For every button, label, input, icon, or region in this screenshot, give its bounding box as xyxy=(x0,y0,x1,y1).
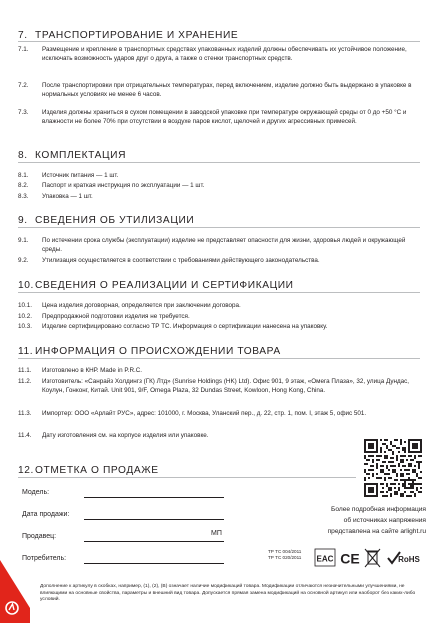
certification-marks xyxy=(312,548,428,568)
stamp-label: МП xyxy=(211,530,222,537)
section-7-title: 7. ТРАНСПОРТИРОВАНИЕ И ХРАНЕНИЕ xyxy=(18,30,239,41)
list-item: 10.3. Изделие сертифицировано согласно ТР ТС. Информация о сертификации нанесена на упаковку. xyxy=(18,323,328,330)
list-item: 7.1. Размещение и крепление в транспортных средствах упакованных изделий должны обеспечивать их устойчивое положение, исключать возможность ударов друг о друга, а также о стенки транспортных средств. xyxy=(18,46,407,62)
section-divider xyxy=(18,41,420,42)
ce-mark-icon xyxy=(340,551,359,567)
eac-mark-icon xyxy=(315,549,335,566)
list-item: 9.1. По истечении срока службы (эксплуатации) изделие не представляет опасности для жизни, здоровья людей и окружающей среды. xyxy=(18,237,406,253)
list-item: 11.4. Дату изготовления см. на корпусе изделия или упаковке. xyxy=(18,432,209,439)
section-divider xyxy=(18,227,420,228)
rohs-mark-icon xyxy=(388,552,421,564)
buyer-label: Потребитель: xyxy=(22,555,67,562)
section-divider xyxy=(18,358,420,359)
qr-code-icon[interactable] xyxy=(364,439,422,497)
tr-ts-text xyxy=(268,549,301,561)
rohs-text: RoHS xyxy=(398,555,420,564)
section-divider xyxy=(18,292,420,293)
section-8-title: 8. КОМПЛЕКТАЦИЯ xyxy=(18,150,127,161)
list-item: 7.2. После транспортировки при отрицательных температурах, перед включением, изделие должно быть выдержано в упаковке в нормальных условиях не менее 6 часов. xyxy=(18,82,412,98)
seller-label: Продавец: xyxy=(22,533,57,540)
sale-date-label: Дата продажи: xyxy=(22,511,70,518)
section-12-title: 12.ОТМЕТКА О ПРОДАЖЕ xyxy=(18,465,159,476)
info-line-1: Более подробная информация xyxy=(331,506,426,513)
section-divider xyxy=(18,162,420,163)
footnote: Дополнение к артикулу в скобках, например, (1), (2), (B) означает наличие модификаций товара. Модификации отличаются незначительными улучшениями, не влияющими на основные свойства, параметры и внешний вид товара. Допускается прямая замена модификаций на основной артикул или наоборот без каких-либо условий. xyxy=(40,584,416,603)
list-item: 8.2. Паспорт и краткая инструкция по эксплуатации — 1 шт. xyxy=(18,182,205,189)
model-field[interactable] xyxy=(84,497,224,498)
list-item: 11.1. Изготовлено в КНР. Made in P.R.C. xyxy=(18,367,143,374)
list-item: 10.2. Предпродажной подготовки изделия не требуется. xyxy=(18,313,190,320)
list-item: 9.2. Утилизация осуществляется в соответствии с требованиями действующего законодательства. xyxy=(18,257,320,264)
section-9-title: 9. СВЕДЕНИЯ ОБ УТИЛИЗАЦИИ xyxy=(18,215,195,226)
model-label: Модель: xyxy=(22,489,50,496)
info-line-3: представлена на сайте arlight.ru xyxy=(327,528,426,535)
tr-ts-004: ТР ТС 004/2011 xyxy=(268,549,302,554)
tr-ts-020: ТР ТС 020/2011 xyxy=(268,555,302,560)
section-11-title: 11. ИНФОРМАЦИЯ О ПРОИСХОЖДЕНИИ ТОВАРА xyxy=(18,346,281,357)
list-item: 11.3. Импортер: ООО «Арлайт РУС», адрес: 101000, г. Москва, Уланский пер., д. 22, стр. 1, пом. I, этаж 5, офис 501. xyxy=(18,410,367,417)
info-line-2: об источниках напряжения xyxy=(343,517,426,524)
list-item: 11.2. Изготовитель: «Санрайз Холдингз (ГК) Лтд» (Sunrise Holdings (HK) Ltd). Офис 901, 9 этаж, «Омега Плаза», 32, улица Дундас, Коулун, Гонконг, Китай. Unit 901, 9/F, Omega Plaza, 32 Dundas Street, Kowloon, Hong Kong, China. xyxy=(18,378,410,394)
ce-text: CE xyxy=(340,550,360,567)
weee-bin-icon xyxy=(365,549,380,567)
section-10-title: 10.СВЕДЕНИЯ О РЕАЛИЗАЦИИ И СЕРТИФИКАЦИИ xyxy=(18,280,294,291)
eac-text: EAC xyxy=(316,554,334,564)
section-divider xyxy=(18,477,356,478)
list-item: 10.1. Цена изделия договорная, определяется при заключении договора. xyxy=(18,302,241,309)
arlight-logo-icon xyxy=(0,560,30,623)
list-item: 8.1. Источник питания — 1 шт. xyxy=(18,172,119,179)
seller-field[interactable] xyxy=(84,541,224,542)
list-item: 7.3. Изделия должны храниться в сухом помещении в заводской упаковке при температуре окружающей среды от 0 до +50 °C и влажности не более 70% при отсутствии в воздухе паров кислот, щелочей и других агрессивных примесей. xyxy=(18,109,407,125)
buyer-field[interactable] xyxy=(84,563,224,564)
list-item: 8.3. Упаковка — 1 шт. xyxy=(18,193,93,200)
sale-date-field[interactable] xyxy=(84,519,224,520)
